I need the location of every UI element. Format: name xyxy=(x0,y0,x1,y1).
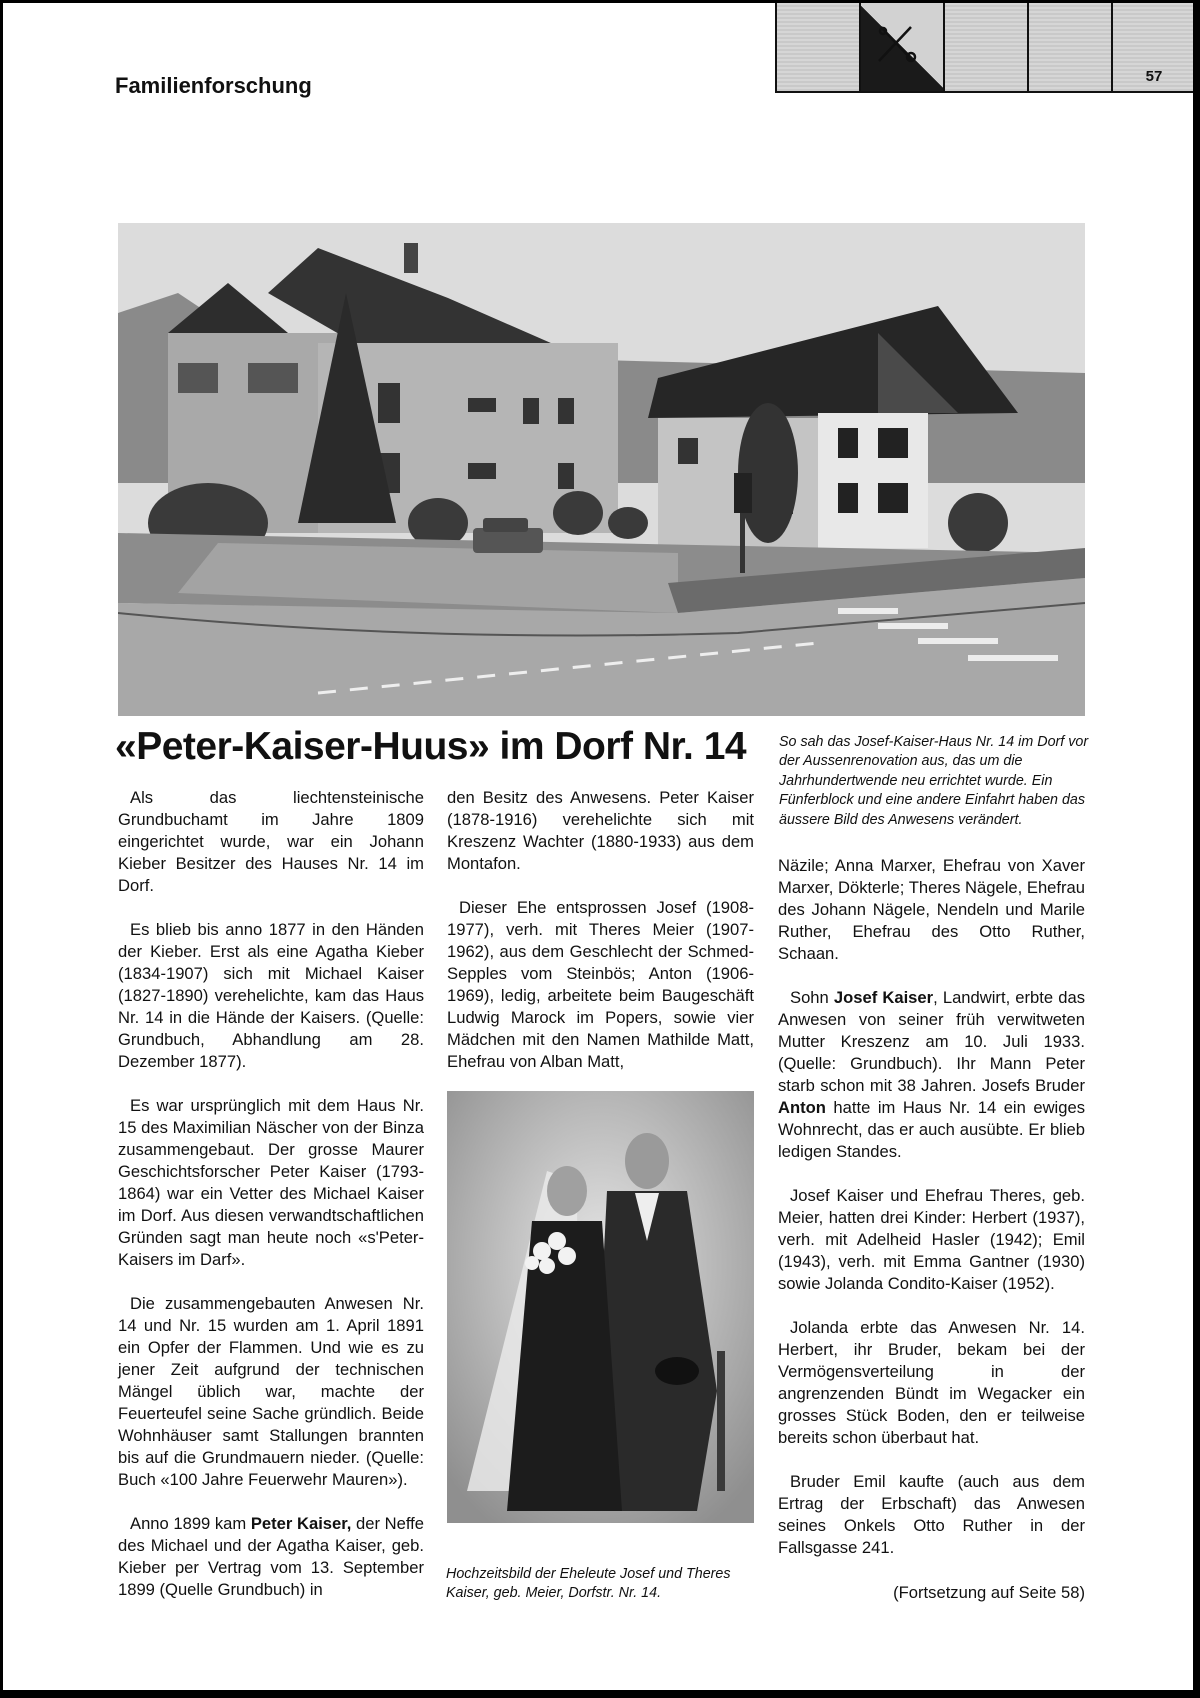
paragraph: den Besitz des Anwesens. Peter Kaiser (1878-1916) verehelichte sich mit Kreszenz Wachter (1880-1933) aus dem Montafon. xyxy=(447,788,754,873)
paragraph: Dieser Ehe entsprossen Josef (1908-1977), verh. mit Theres Meier (1907-1962), aus dem Geschlecht der Schmed-Sepples vom Steinbös; Anton (1906-1969), ledig, arbeitete beim Baugeschäft Ludwig Marock im Popers, sowie vier Mädchen mit den Namen Mathilde Matt, Ehefrau von Alban Matt, xyxy=(447,898,754,1071)
section-title: Familienforschung xyxy=(115,73,312,98)
paragraph: Die zusammengebauten Anwesen Nr. 14 und Nr. 15 wurden am 1. April 1891 ein Opfer der Flammen. Und wie es zu jener Zeit aufgrund der technischen Mängel üblich war, machte der Feuerteufel seine Sache gründlich. Beide Wohnhäuser samt Stallungen brannten bis auf die Grundmauern nieder. (Quelle: Buch «100 Jahre Feuerwehr Mauren»). xyxy=(118,1294,424,1489)
header-tab-strip xyxy=(775,3,1193,93)
wedding-photo xyxy=(447,1091,754,1523)
header-box-emblem xyxy=(859,3,943,93)
text-run: der Neffe des Michael und der Agatha Kaiser, geb. Kieber per Vertrag vom 13. September 1899 (Quelle Grundbuch) in xyxy=(118,1514,424,1599)
text-run: Sohn xyxy=(790,988,834,1007)
text-run: hatte im Haus Nr. 14 ein ewiges Wohnrecht, das er auch ausübte. Er blieb ledigen Standes. xyxy=(778,1098,1085,1161)
paragraph: Josef Kaiser und Ehefrau Theres, geb. Meier, hatten drei Kinder: Herbert (1937), verh. mit Adelheid Hasler (1942); Emil (1943), verh. mit Emma Gantner (1930) sowie Jolanda Condito-Kaiser (1952). xyxy=(778,1186,1085,1293)
paragraph: Es blieb bis anno 1877 in den Händen der Kieber. Erst als eine Agatha Kieber (1834-1907) sich mit Michael Kaiser (1827-1890) verehelichte, kam das Haus Nr. 14 in die Hände der Kaisers. (Quelle: Grundbuch, Abhandlung am 28. Dezember 1877). xyxy=(118,920,424,1071)
page-number: 57 xyxy=(1145,68,1163,85)
houses-photo xyxy=(118,223,1085,716)
text-column-1 xyxy=(118,787,424,1601)
paragraph: Bruder Emil kaufte (auch aus dem Ertrag der Erbschaft) das Anwesen seines Onkels Otto Ruther in der Fallsgasse 241. xyxy=(778,1472,1085,1557)
name-peter-kaiser: Peter Kaiser, xyxy=(250,1514,352,1533)
paragraph xyxy=(118,1513,424,1601)
header-box xyxy=(775,3,859,93)
text-run: , Landwirt, erbte das Anwesen von seiner früh verwitweten Mutter Kreszenz am 10. Juli 1933. (Quelle: Grundbuch). Ihr Mann Peter starb schon mit 38 Jahren. Josefs Bruder xyxy=(778,988,1085,1095)
name-anton: Anton xyxy=(778,1098,826,1117)
header-box xyxy=(943,3,1027,93)
wedding-photo-caption: Hochzeitsbild der Eheleute Josef und Theres Kaiser, geb. Meier, Dorfstr. Nr. 14. xyxy=(446,1566,731,1602)
name-josef-kaiser: Josef Kaiser xyxy=(833,988,934,1007)
continuation-note: (Fortsetzung auf Seite 58) xyxy=(893,1583,1085,1602)
page xyxy=(3,3,1193,1690)
paragraph xyxy=(778,987,1085,1163)
text-column-2 xyxy=(447,787,754,1073)
text-run: Anno 1899 kam xyxy=(130,1514,251,1533)
paragraph: Näzile; Anna Marxer, Ehefrau von Xaver Marxer, Dökterle; Theres Nägele, Ehefrau des Johann Nägele, Nendeln und Marile Ruther, Ehefrau des Otto Ruther, Schaan. xyxy=(778,856,1085,963)
header-box-page-number xyxy=(1111,3,1193,93)
text-column-3 xyxy=(778,855,1085,1559)
header-box xyxy=(1027,3,1111,93)
paragraph: Es war ursprünglich mit dem Haus Nr. 15 des Maximilian Näscher von der Binza zusammengebaut. Der grosse Maurer Geschichtsforscher Peter Kaiser (1793-1864) war ein Vetter des Michael Kaiser im Dorf. Aus diesen verwandtschaftlichen Gründen sagt man heute noch «s'Peter-Kaisers im Darf». xyxy=(118,1096,424,1269)
paragraph: Jolanda erbte das Anwesen Nr. 14. Herbert, ihr Bruder, bekam bei der Vermögensverteilung in der angrenzenden Bündt im Wegacker ein grosses Stück Boden, den er teilweise bereits schon überbaut hat. xyxy=(778,1318,1085,1447)
crossed-tools-icon xyxy=(871,17,923,69)
houses-photo-caption: So sah das Josef-Kaiser-Haus Nr. 14 im Dorf vor der Aussenrenovation aus, das um die Jahrhundertwende neu errichtet wurde. Ein Fünferblock und eine andere Einfahrt haben das äussere Bild des Anwesens verändert. xyxy=(779,734,1089,828)
article-title: «Peter-Kaiser-Huus» im Dorf Nr. 14 xyxy=(115,725,747,768)
paragraph: Als das liechtensteinische Grundbuchamt im Jahre 1809 eingerichtet wurde, war ein Johann Kieber Besitzer des Hauses Nr. 14 im Dorf. xyxy=(118,788,424,895)
